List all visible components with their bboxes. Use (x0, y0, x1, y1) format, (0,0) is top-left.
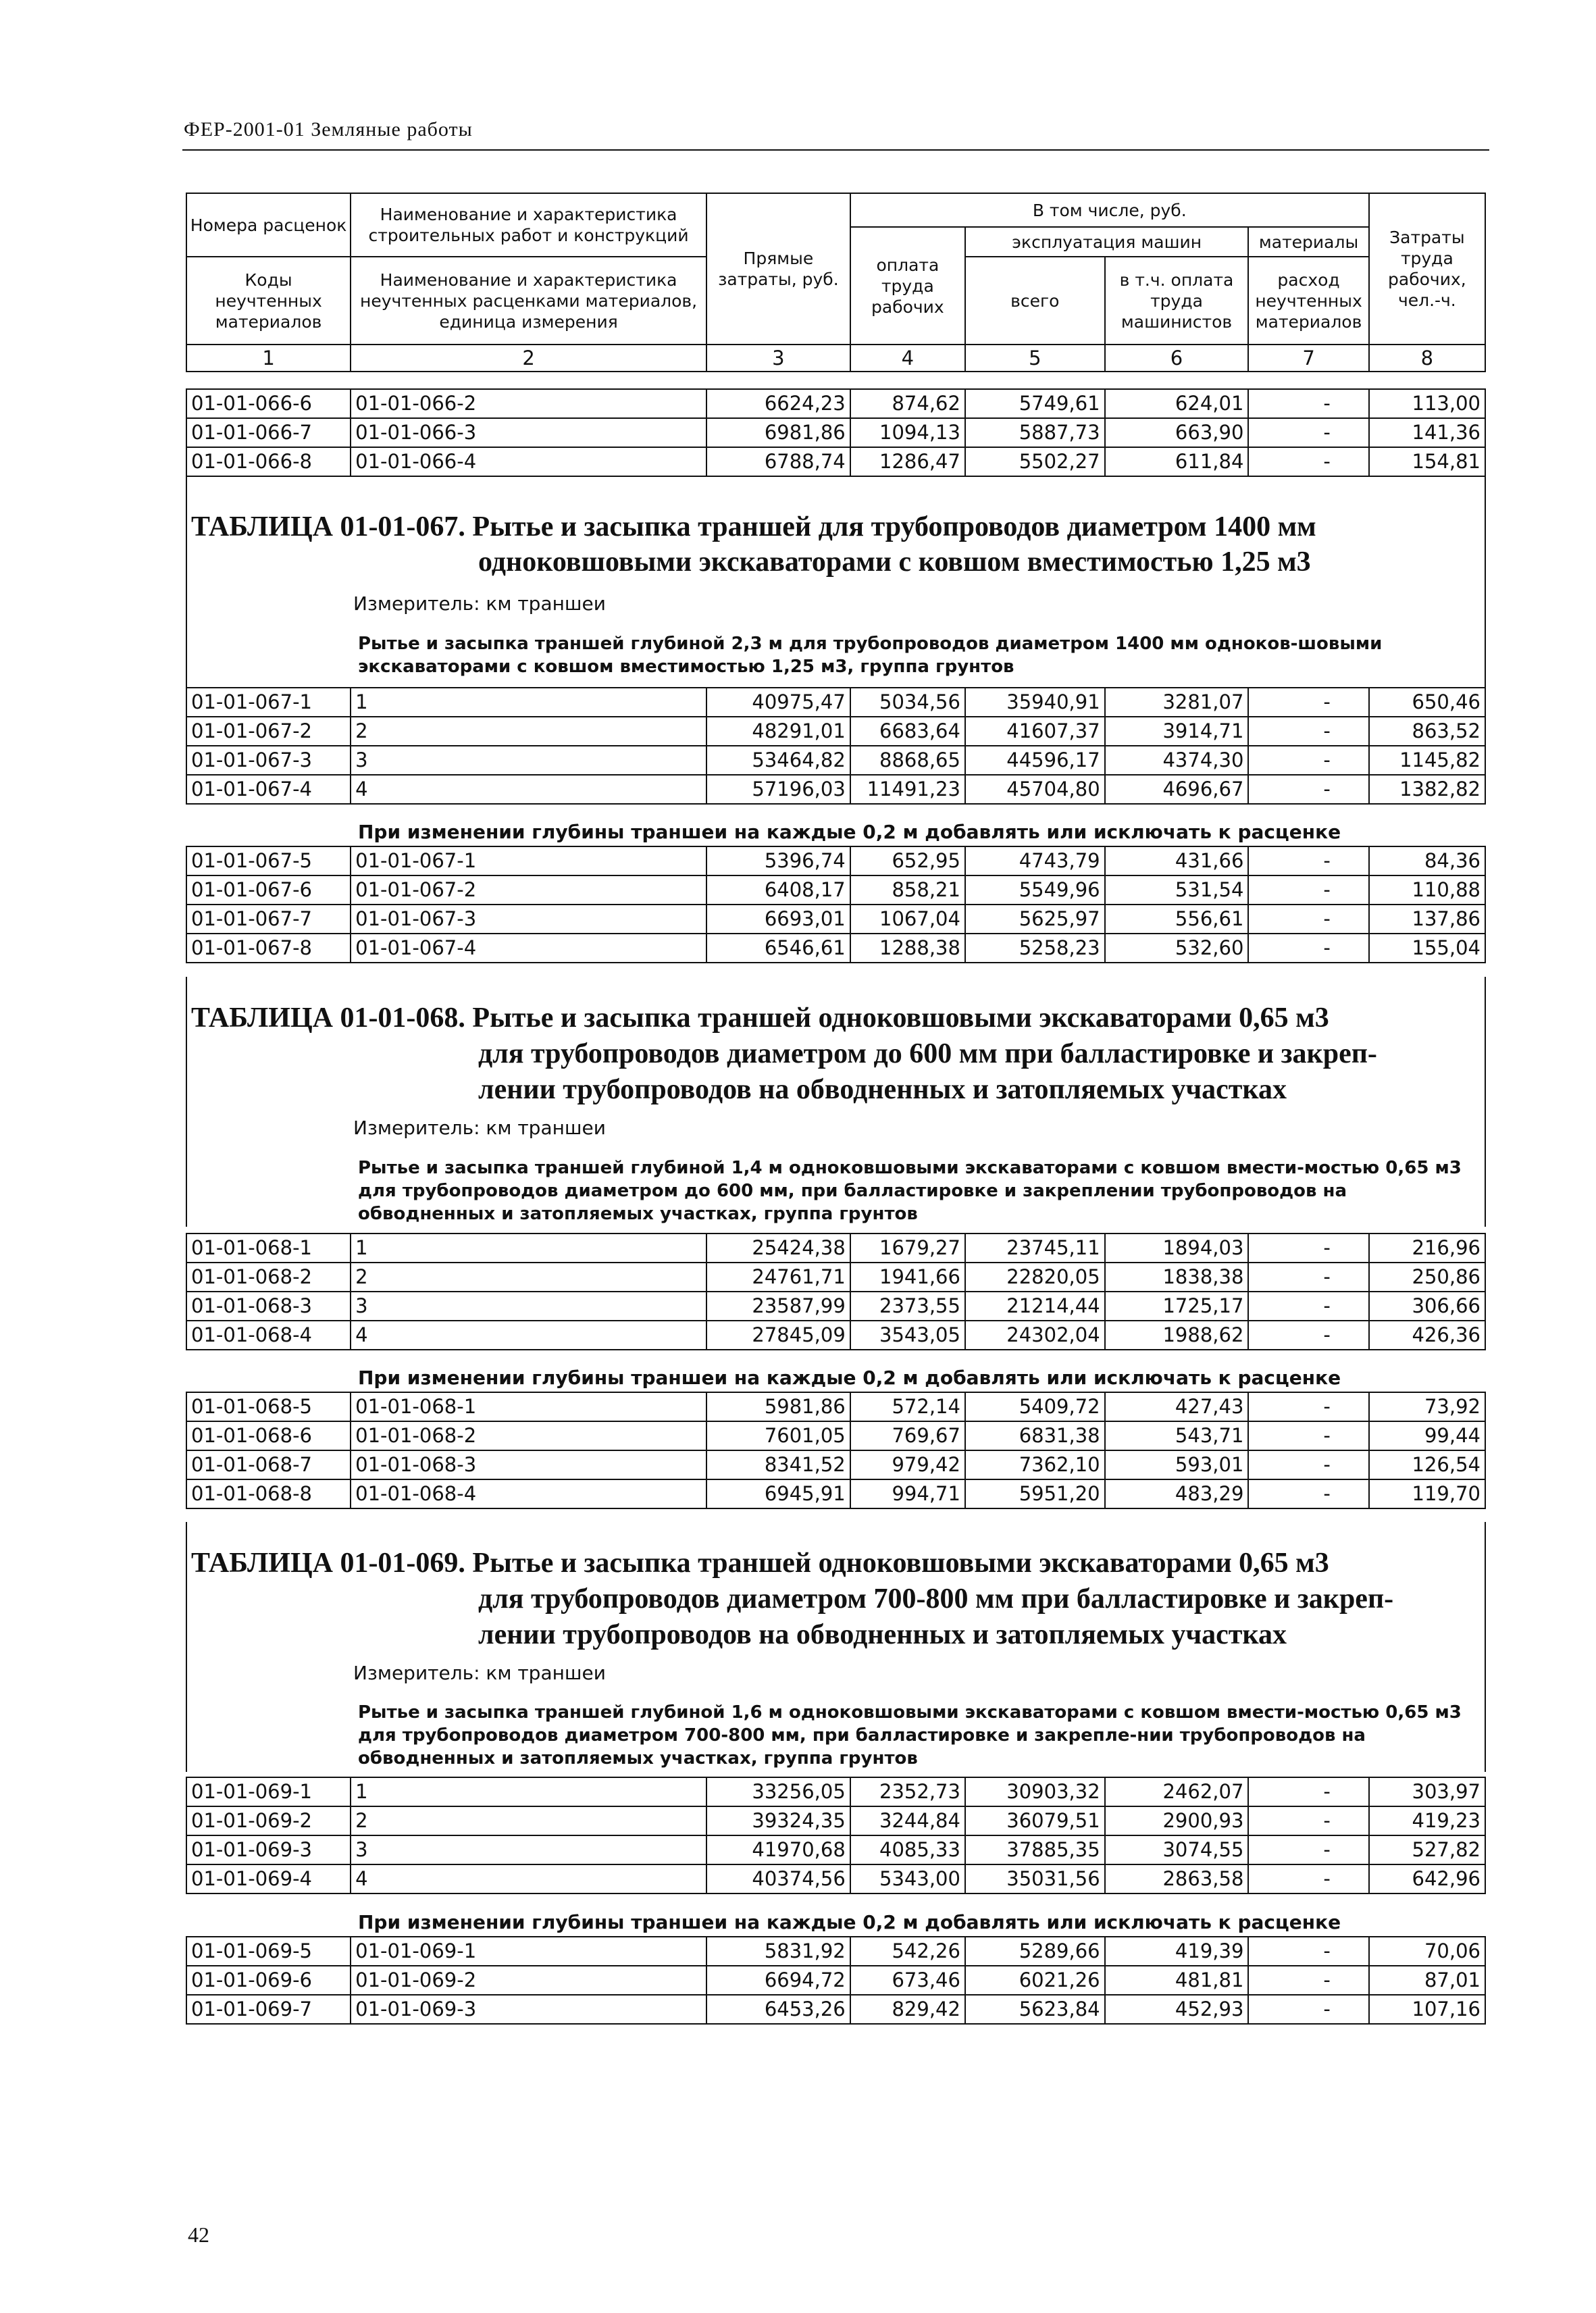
table-cell: 01-01-067-2 (186, 717, 351, 746)
table-cell: 2373,55 (850, 1292, 965, 1321)
table-row (186, 1321, 1485, 1350)
table-cell: 4085,33 (850, 1835, 965, 1864)
table-cell: 642,96 (1369, 1864, 1485, 1893)
table-cell: 5981,86 (706, 1392, 850, 1421)
table-cell: - (1248, 1450, 1368, 1479)
table-row (186, 389, 1485, 418)
table-cell: 6546,61 (706, 934, 850, 963)
table-cell: 73,92 (1369, 1392, 1485, 1421)
table-cell: 5831,92 (706, 1937, 850, 1966)
table-cell: 6981,86 (706, 418, 850, 447)
table-cell: 624,01 (1105, 389, 1249, 418)
table-cell: 8868,65 (850, 746, 965, 775)
table-cell: 01-01-067-1 (351, 846, 706, 875)
table-cell: 6694,72 (706, 1966, 850, 1995)
table-cell: 4743,79 (965, 846, 1105, 875)
header-num: 6 (1105, 345, 1249, 372)
table-cell: 4374,30 (1105, 746, 1249, 775)
table-cell: 6788,74 (706, 447, 850, 476)
table-cell: 23587,99 (706, 1292, 850, 1321)
table-cell: 216,96 (1369, 1234, 1485, 1263)
table-cell: 1988,62 (1105, 1321, 1249, 1350)
table-cell: 2462,07 (1105, 1777, 1249, 1806)
table-cell: 155,04 (1369, 934, 1485, 963)
table-cell: 1 (351, 688, 706, 717)
table-069-meter: Измеритель: км траншеи (353, 1662, 606, 1684)
table-cell: - (1248, 717, 1368, 746)
table-067-rows-a (186, 687, 1486, 805)
table-067-subtitle: одноковшовыми экскаваторами с ковшом вместимостью 1,25 м3 (478, 547, 1311, 578)
table-cell: 2 (351, 717, 706, 746)
table-cell: 556,61 (1105, 905, 1249, 934)
table-cell: 593,01 (1105, 1450, 1249, 1479)
table-cell: 01-01-068-4 (351, 1479, 706, 1508)
table-cell: - (1248, 1263, 1368, 1292)
table-cell: 01-01-068-2 (351, 1421, 706, 1450)
table-068-group-title: Рытье и засыпка траншей глубиной 1,4 м одноковшовыми экскаваторами с ковшом вмести-мостью 0,65 м3 для трубопроводов диаметром до 600 мм, при балластировке и закреплении трубопроводов на обводненных и затопляемых участках, группа грунтов (358, 1158, 1462, 1224)
table-cell: 427,43 (1105, 1392, 1249, 1421)
table-cell: 44596,17 (965, 746, 1105, 775)
table-row (186, 418, 1485, 447)
table-cell: 4696,67 (1105, 775, 1249, 804)
table-cell: 5343,00 (850, 1864, 965, 1893)
table-cell: 5034,56 (850, 688, 965, 717)
table-cell: 1725,17 (1105, 1292, 1249, 1321)
header-num: 8 (1369, 345, 1485, 372)
table-cell: 1941,66 (850, 1263, 965, 1292)
table-cell: 30903,32 (965, 1777, 1105, 1806)
table-cell: 4 (351, 1864, 706, 1893)
table-cell: 5625,97 (965, 905, 1105, 934)
table-cell: 5623,84 (965, 1995, 1105, 2024)
table-row (186, 846, 1485, 875)
table-068-subtitle: для трубопроводов диаметром до 600 мм при балластировке и закреп- (478, 1038, 1377, 1069)
table-cell: 48291,01 (706, 717, 850, 746)
table-cell: 5749,61 (965, 389, 1105, 418)
table-row (186, 1835, 1485, 1864)
table-cell: 419,23 (1369, 1806, 1485, 1835)
table-cell: 663,90 (1105, 418, 1249, 447)
table-cell: 37885,35 (965, 1835, 1105, 1864)
table-cell: 01-01-067-6 (186, 875, 351, 905)
table-cell: 01-01-067-5 (186, 846, 351, 875)
table-cell: - (1248, 1937, 1368, 1966)
table-cell: 01-01-067-3 (186, 746, 351, 775)
table-cell: 01-01-068-3 (351, 1450, 706, 1479)
table-cell: - (1248, 1777, 1368, 1806)
table-cell: 6453,26 (706, 1995, 850, 2024)
table-row (186, 447, 1485, 476)
table-row (186, 746, 1485, 775)
header-including: В том числе, руб. (850, 193, 1369, 227)
table-cell: 01-01-068-6 (186, 1421, 351, 1450)
table-cell: 87,01 (1369, 1966, 1485, 1995)
table-cell: 41970,68 (706, 1835, 850, 1864)
table-068-rows-a (186, 1233, 1486, 1350)
table-row (186, 1966, 1485, 1995)
table-cell: 531,54 (1105, 875, 1249, 905)
table-cell: 3 (351, 1835, 706, 1864)
column-header-table (186, 193, 1486, 372)
table-cell: 01-01-066-4 (351, 447, 706, 476)
table-cell: 673,46 (850, 1966, 965, 1995)
table-cell: 113,00 (1369, 389, 1485, 418)
table-cell: 3074,55 (1105, 1835, 1249, 1864)
table-cell: - (1248, 688, 1368, 717)
table-row (186, 875, 1485, 905)
table-cell: 5258,23 (965, 934, 1105, 963)
table-cell: 01-01-067-7 (186, 905, 351, 934)
table-cell: - (1248, 1966, 1368, 1995)
table-cell: 1 (351, 1234, 706, 1263)
table-cell: 154,81 (1369, 447, 1485, 476)
table-cell: 01-01-069-4 (186, 1864, 351, 1893)
table-cell: 01-01-068-1 (351, 1392, 706, 1421)
table-cell: 01-01-067-2 (351, 875, 706, 905)
table-row (186, 934, 1485, 963)
rows-067-a (186, 688, 1485, 804)
table-cell: 3914,71 (1105, 717, 1249, 746)
table-cell: 99,44 (1369, 1421, 1485, 1450)
table-cell: - (1248, 1292, 1368, 1321)
table-cell: 01-01-068-5 (186, 1392, 351, 1421)
table-cell: - (1248, 775, 1368, 804)
table-cell: 527,82 (1369, 1835, 1485, 1864)
table-cell: 24761,71 (706, 1263, 850, 1292)
table-cell: 3 (351, 1292, 706, 1321)
table-cell: - (1248, 1392, 1368, 1421)
table-cell: 572,14 (850, 1392, 965, 1421)
table-row (186, 1479, 1485, 1508)
table-cell: 39324,35 (706, 1806, 850, 1835)
table-cell: 01-01-069-2 (186, 1806, 351, 1835)
header-num: 7 (1248, 345, 1368, 372)
table-row (186, 1263, 1485, 1292)
table-cell: 1067,04 (850, 905, 965, 934)
rows-068-b (186, 1392, 1485, 1508)
table-cell: - (1248, 1835, 1368, 1864)
header-missing-codes: Коды неучтенных материалов (186, 257, 351, 345)
table-cell: 70,06 (1369, 1937, 1485, 1966)
table-cell: 01-01-066-6 (186, 389, 351, 418)
table-cell: 53464,82 (706, 746, 850, 775)
table-cell: 1094,13 (850, 418, 965, 447)
table-cell: 01-01-068-8 (186, 1479, 351, 1508)
table-row (186, 905, 1485, 934)
header-total: всего (965, 257, 1105, 345)
table-067-inc-title: При изменении глубины траншеи на каждые 0,2 м добавлять или исключать к расценке (358, 821, 1341, 843)
table-row (186, 775, 1485, 804)
table-cell: 543,71 (1105, 1421, 1249, 1450)
table-row (186, 1234, 1485, 1263)
table-cell: 7601,05 (706, 1421, 850, 1450)
table-cell: - (1248, 1321, 1368, 1350)
table-cell: - (1248, 846, 1368, 875)
table-cell: 2 (351, 1263, 706, 1292)
table-cell: - (1248, 1806, 1368, 1835)
table-cell: 01-01-066-8 (186, 447, 351, 476)
table-cell: 5549,96 (965, 875, 1105, 905)
table-cell: 01-01-066-7 (186, 418, 351, 447)
table-row (186, 1421, 1485, 1450)
table-cell: 542,26 (850, 1937, 965, 1966)
header-num: 3 (706, 345, 850, 372)
table-cell: 6831,38 (965, 1421, 1105, 1450)
rows-066 (186, 389, 1485, 476)
table-cell: 107,16 (1369, 1995, 1485, 2024)
table-cell: 452,93 (1105, 1995, 1249, 2024)
table-cell: 979,42 (850, 1450, 965, 1479)
header-materials: материалы (1248, 227, 1368, 257)
table-cell: 84,36 (1369, 846, 1485, 875)
table-068-meter: Измеритель: км траншеи (353, 1117, 606, 1139)
table-cell: 01-01-068-4 (186, 1321, 351, 1350)
table-row (186, 1292, 1485, 1321)
table-cell: 25424,38 (706, 1234, 850, 1263)
rows-068-a (186, 1234, 1485, 1350)
table-cell: - (1248, 1479, 1368, 1508)
header-direct-costs: Прямые затраты, руб. (706, 193, 850, 345)
table-cell: 5502,27 (965, 447, 1105, 476)
table-cell: 11491,23 (850, 775, 965, 804)
table-cell: 27845,09 (706, 1321, 850, 1350)
table-cell: 652,95 (850, 846, 965, 875)
table-cell: 4 (351, 1321, 706, 1350)
table-cell: 01-01-069-5 (186, 1937, 351, 1966)
header-work-name: Наименование и характеристика строительных работ и конструкций (351, 193, 706, 257)
table-cell: - (1248, 875, 1368, 905)
table-cell: 650,46 (1369, 688, 1485, 717)
table-row (186, 1392, 1485, 1421)
table-cell: 01-01-067-4 (351, 934, 706, 963)
table-cell: 858,21 (850, 875, 965, 905)
table-cell: 1679,27 (850, 1234, 965, 1263)
table-cell: 250,86 (1369, 1263, 1485, 1292)
rows-069-a (186, 1777, 1485, 1893)
table-cell: 01-01-069-2 (351, 1966, 706, 1995)
table-cell: 306,66 (1369, 1292, 1485, 1321)
table-row (186, 1995, 1485, 2024)
table-cell: - (1248, 447, 1368, 476)
table-cell: - (1248, 418, 1368, 447)
table-cell: 01-01-069-3 (186, 1835, 351, 1864)
table-cell: 6693,01 (706, 905, 850, 934)
rows-067-b (186, 846, 1485, 963)
table-cell: 5887,73 (965, 418, 1105, 447)
table-cell: 01-01-067-3 (351, 905, 706, 934)
table-068-inc-title: При изменении глубины траншеи на каждые 0,2 м добавлять или исключать к расценке (358, 1367, 1341, 1389)
table-cell: 22820,05 (965, 1263, 1105, 1292)
table-cell: 01-01-069-3 (351, 1995, 706, 2024)
table-cell: - (1248, 746, 1368, 775)
table-cell: 1838,38 (1105, 1263, 1249, 1292)
table-cell: 01-01-068-2 (186, 1263, 351, 1292)
table-cell: 1288,38 (850, 934, 965, 963)
table-069-inc-title: При изменении глубины траншеи на каждые 0,2 м добавлять или исключать к расценке (358, 1911, 1341, 1933)
table-cell: 33256,05 (706, 1777, 850, 1806)
table-row (186, 1450, 1485, 1479)
table-066-continuation (186, 388, 1486, 477)
table-cell: 1 (351, 1777, 706, 1806)
table-row (186, 1806, 1485, 1835)
table-cell: 01-01-066-3 (351, 418, 706, 447)
table-row (186, 1937, 1485, 1966)
table-cell: - (1248, 1234, 1368, 1263)
table-cell: 532,60 (1105, 934, 1249, 963)
table-cell: 3 (351, 746, 706, 775)
table-cell: 01-01-069-6 (186, 1966, 351, 1995)
header-num: 5 (965, 345, 1105, 372)
table-cell: 01-01-068-3 (186, 1292, 351, 1321)
table-cell: 21214,44 (965, 1292, 1105, 1321)
table-cell: 3244,84 (850, 1806, 965, 1835)
table-cell: 119,70 (1369, 1479, 1485, 1508)
table-cell: 137,86 (1369, 905, 1485, 934)
table-cell: 57196,03 (706, 775, 850, 804)
header-num: 4 (850, 345, 965, 372)
table-068-rows-b (186, 1392, 1486, 1509)
table-row (186, 717, 1485, 746)
table-cell: 23745,11 (965, 1234, 1105, 1263)
table-cell: 01-01-067-4 (186, 775, 351, 804)
table-cell: 6683,64 (850, 717, 965, 746)
table-069-subtitle: для трубопроводов диаметром 700-800 мм при балластировке и закреп- (478, 1583, 1394, 1615)
table-cell: 24302,04 (965, 1321, 1105, 1350)
table-cell: 303,97 (1369, 1777, 1485, 1806)
table-cell: 45704,80 (965, 775, 1105, 804)
table-cell: 863,52 (1369, 717, 1485, 746)
table-068-title: ТАБЛИЦА 01-01-068. Рытье и засыпка траншей одноковшовыми экскаваторами 0,65 м3 (191, 1002, 1329, 1034)
table-cell: - (1248, 905, 1368, 934)
table-cell: 994,71 (850, 1479, 965, 1508)
table-cell: 431,66 (1105, 846, 1249, 875)
table-cell: 8341,52 (706, 1450, 850, 1479)
table-cell: 5951,20 (965, 1479, 1105, 1508)
table-cell: 01-01-067-8 (186, 934, 351, 963)
table-069-subtitle-2: лении трубопроводов на обводненных и затопляемых участках (478, 1619, 1287, 1650)
table-cell: 829,42 (850, 1995, 965, 2024)
table-cell: 611,84 (1105, 447, 1249, 476)
table-067-meter: Измеритель: км траншеи (353, 592, 606, 615)
table-cell: 01-01-066-2 (351, 389, 706, 418)
table-cell: 2863,58 (1105, 1864, 1249, 1893)
table-067-title: ТАБЛИЦА 01-01-067. Рытье и засыпка траншей для трубопроводов диаметром 1400 мм (191, 511, 1316, 542)
table-cell: 483,29 (1105, 1479, 1249, 1508)
table-cell: 481,81 (1105, 1966, 1249, 1995)
header-operator-pay: в т.ч. оплата труда машинистов (1105, 257, 1249, 345)
table-cell: 01-01-067-1 (186, 688, 351, 717)
table-row (186, 688, 1485, 717)
page-header (182, 118, 1489, 151)
table-cell: 874,62 (850, 389, 965, 418)
table-cell: 2900,93 (1105, 1806, 1249, 1835)
page-number: 42 (188, 2222, 209, 2247)
header-text: ФЕР-2001-01 Земляные работы (184, 118, 473, 141)
table-cell: 01-01-069-1 (186, 1777, 351, 1806)
table-067-group-title: Рытье и засыпка траншей глубиной 2,3 м для трубопроводов диаметром 1400 мм одноков-шовыми экскаваторами с ковшом вместимостью 1,25 м3, группа грунтов (358, 634, 1383, 677)
header-missing-name: Наименование и характеристика неучтенных расценками материалов, единица измерения (351, 257, 706, 345)
table-069-rows-a (186, 1777, 1486, 1894)
table-cell: 40975,47 (706, 688, 850, 717)
table-cell: 126,54 (1369, 1450, 1485, 1479)
table-068-subtitle-2: лении трубопроводов на обводненных и затопляемых участках (478, 1074, 1287, 1105)
table-cell: 41607,37 (965, 717, 1105, 746)
table-cell: 35940,91 (965, 688, 1105, 717)
table-cell: - (1248, 1995, 1368, 2024)
table-cell: 6945,91 (706, 1479, 850, 1508)
table-cell: 01-01-069-1 (351, 1937, 706, 1966)
table-cell: 6408,17 (706, 875, 850, 905)
table-cell: 6624,23 (706, 389, 850, 418)
table-cell: 4 (351, 775, 706, 804)
table-cell: 426,36 (1369, 1321, 1485, 1350)
table-cell: - (1248, 389, 1368, 418)
header-num: 1 (186, 345, 351, 372)
table-cell: 1286,47 (850, 447, 965, 476)
header-rate-numbers: Номера расценок (186, 193, 351, 257)
rows-069-b (186, 1937, 1485, 2024)
table-cell: 01-01-068-7 (186, 1450, 351, 1479)
table-cell: 5409,72 (965, 1392, 1105, 1421)
table-cell: 5396,74 (706, 846, 850, 875)
table-cell: 2 (351, 1806, 706, 1835)
header-worker-pay: оплата труда рабочих (850, 227, 965, 345)
table-069-group-title: Рытье и засыпка траншей глубиной 1,6 м одноковшовыми экскаваторами с ковшом вмести-мостью 0,65 м3 для трубопроводов диаметром 700-800 мм, при балластировке и закрепле-нии трубопроводов на обводненных и затопляемых участках, группа грунтов (358, 1702, 1462, 1769)
table-cell: 3543,05 (850, 1321, 965, 1350)
table-069-title: ТАБЛИЦА 01-01-069. Рытье и засыпка траншей одноковшовыми экскаваторами 0,65 м3 (191, 1548, 1329, 1579)
table-cell: 419,39 (1105, 1937, 1249, 1966)
table-067-rows-b (186, 846, 1486, 963)
table-069-rows-b (186, 1936, 1486, 2025)
table-cell: 1145,82 (1369, 746, 1485, 775)
table-cell: - (1248, 934, 1368, 963)
table-cell: 3281,07 (1105, 688, 1249, 717)
header-materials-use: расход неучтенных материалов (1248, 257, 1368, 345)
table-cell: 141,36 (1369, 418, 1485, 447)
table-cell: 35031,56 (965, 1864, 1105, 1893)
table-cell: 7362,10 (965, 1450, 1105, 1479)
table-cell: 36079,51 (965, 1806, 1105, 1835)
table-cell: 769,67 (850, 1421, 965, 1450)
table-cell: 1894,03 (1105, 1234, 1249, 1263)
header-labor: Затраты труда рабочих, чел.-ч. (1369, 193, 1485, 345)
table-row (186, 1864, 1485, 1893)
table-cell: - (1248, 1421, 1368, 1450)
header-num: 2 (351, 345, 706, 372)
header-machine-operation: эксплуатация машин (965, 227, 1248, 257)
table-cell: 5289,66 (965, 1937, 1105, 1966)
table-cell: - (1248, 1864, 1368, 1893)
table-cell: 01-01-069-7 (186, 1995, 351, 2024)
table-cell: 2352,73 (850, 1777, 965, 1806)
table-cell: 1382,82 (1369, 775, 1485, 804)
table-cell: 40374,56 (706, 1864, 850, 1893)
table-cell: 110,88 (1369, 875, 1485, 905)
table-cell: 01-01-068-1 (186, 1234, 351, 1263)
table-cell: 6021,26 (965, 1966, 1105, 1995)
table-row (186, 1777, 1485, 1806)
